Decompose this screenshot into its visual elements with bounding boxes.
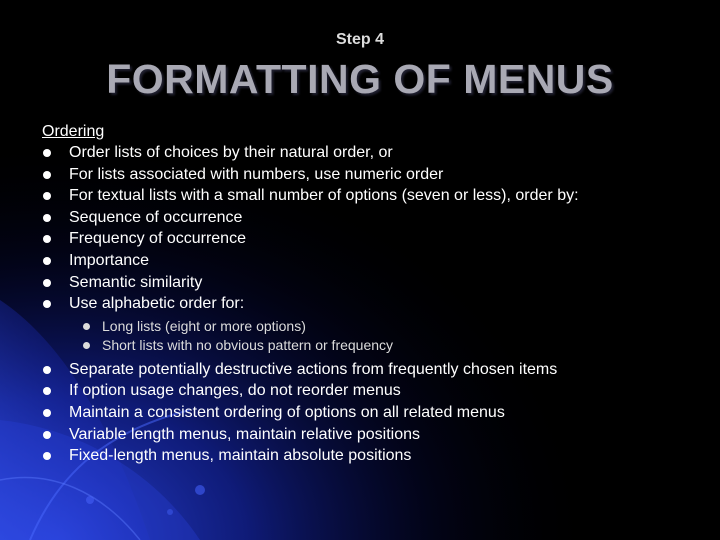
- bullet-dot-icon: [43, 192, 51, 200]
- list-item-text: Fixed-length menus, maintain absolute positions: [69, 447, 412, 465]
- bullet-dot-icon: [43, 300, 51, 308]
- sub-list-item-text: Short lists with no obvious pattern or frequency: [102, 336, 394, 353]
- bullet-dot-icon: [43, 431, 51, 439]
- list-item: [42, 164, 712, 186]
- slide-body: [42, 122, 712, 467]
- bullet-dot-icon: [43, 387, 51, 395]
- list-item: [42, 359, 712, 381]
- bullet-dot-icon: [43, 452, 51, 460]
- list-item-text: Separate potentially destructive actions from frequently chosen items: [69, 360, 558, 378]
- list-item-text: For lists associated with numbers, use numeric order: [69, 165, 444, 183]
- bullet-list-secondary: [42, 359, 712, 467]
- list-item-text: Semantic similarity: [69, 273, 203, 291]
- section-heading: Ordering: [42, 123, 105, 140]
- bullet-list-sub: [42, 317, 712, 355]
- list-item: [42, 445, 712, 467]
- bullet-list-primary: [42, 142, 712, 315]
- list-item: [42, 293, 712, 315]
- list-item-text: Use alphabetic order for:: [69, 295, 245, 313]
- step-label: Step 4: [335, 31, 384, 48]
- list-item-text: Variable length menus, maintain relative positions: [69, 425, 421, 443]
- bullet-dot-icon: [43, 279, 51, 287]
- list-item: [42, 207, 712, 229]
- bullet-dot-icon: [83, 342, 90, 349]
- list-item-text: Maintain a consistent ordering of options on all related menus: [69, 403, 505, 421]
- list-item-text: Frequency of occurrence: [69, 230, 246, 248]
- sub-list-item-text: Long lists (eight or more options): [102, 317, 306, 334]
- bullet-dot-icon: [43, 257, 51, 265]
- sub-list-item: [82, 317, 712, 336]
- list-item: [42, 250, 712, 272]
- list-item: [42, 402, 712, 424]
- slide-title: FORMATTING OF MENUS: [106, 56, 614, 102]
- bullet-dot-icon: [43, 171, 51, 179]
- bullet-dot-icon: [83, 323, 90, 330]
- list-item: [42, 228, 712, 250]
- bullet-dot-icon: [43, 366, 51, 374]
- bullet-dot-icon: [43, 214, 51, 222]
- list-item: [42, 380, 712, 402]
- list-item: [42, 424, 712, 446]
- bullet-dot-icon: [43, 235, 51, 243]
- list-item-text: If option usage changes, do not reorder menus: [69, 382, 401, 400]
- list-item: [42, 272, 712, 294]
- list-item-text: Order lists of choices by their natural order, or: [69, 144, 393, 161]
- bullet-dot-icon: [43, 409, 51, 417]
- list-item-text: Sequence of occurrence: [69, 208, 243, 226]
- list-item-text: For textual lists with a small number of options (seven or less), order by:: [69, 187, 579, 205]
- list-item: [42, 142, 712, 164]
- bullet-dot-icon: [43, 149, 51, 157]
- list-item: [42, 185, 712, 207]
- sub-list-item: [82, 336, 712, 355]
- list-item-text: Importance: [69, 251, 150, 269]
